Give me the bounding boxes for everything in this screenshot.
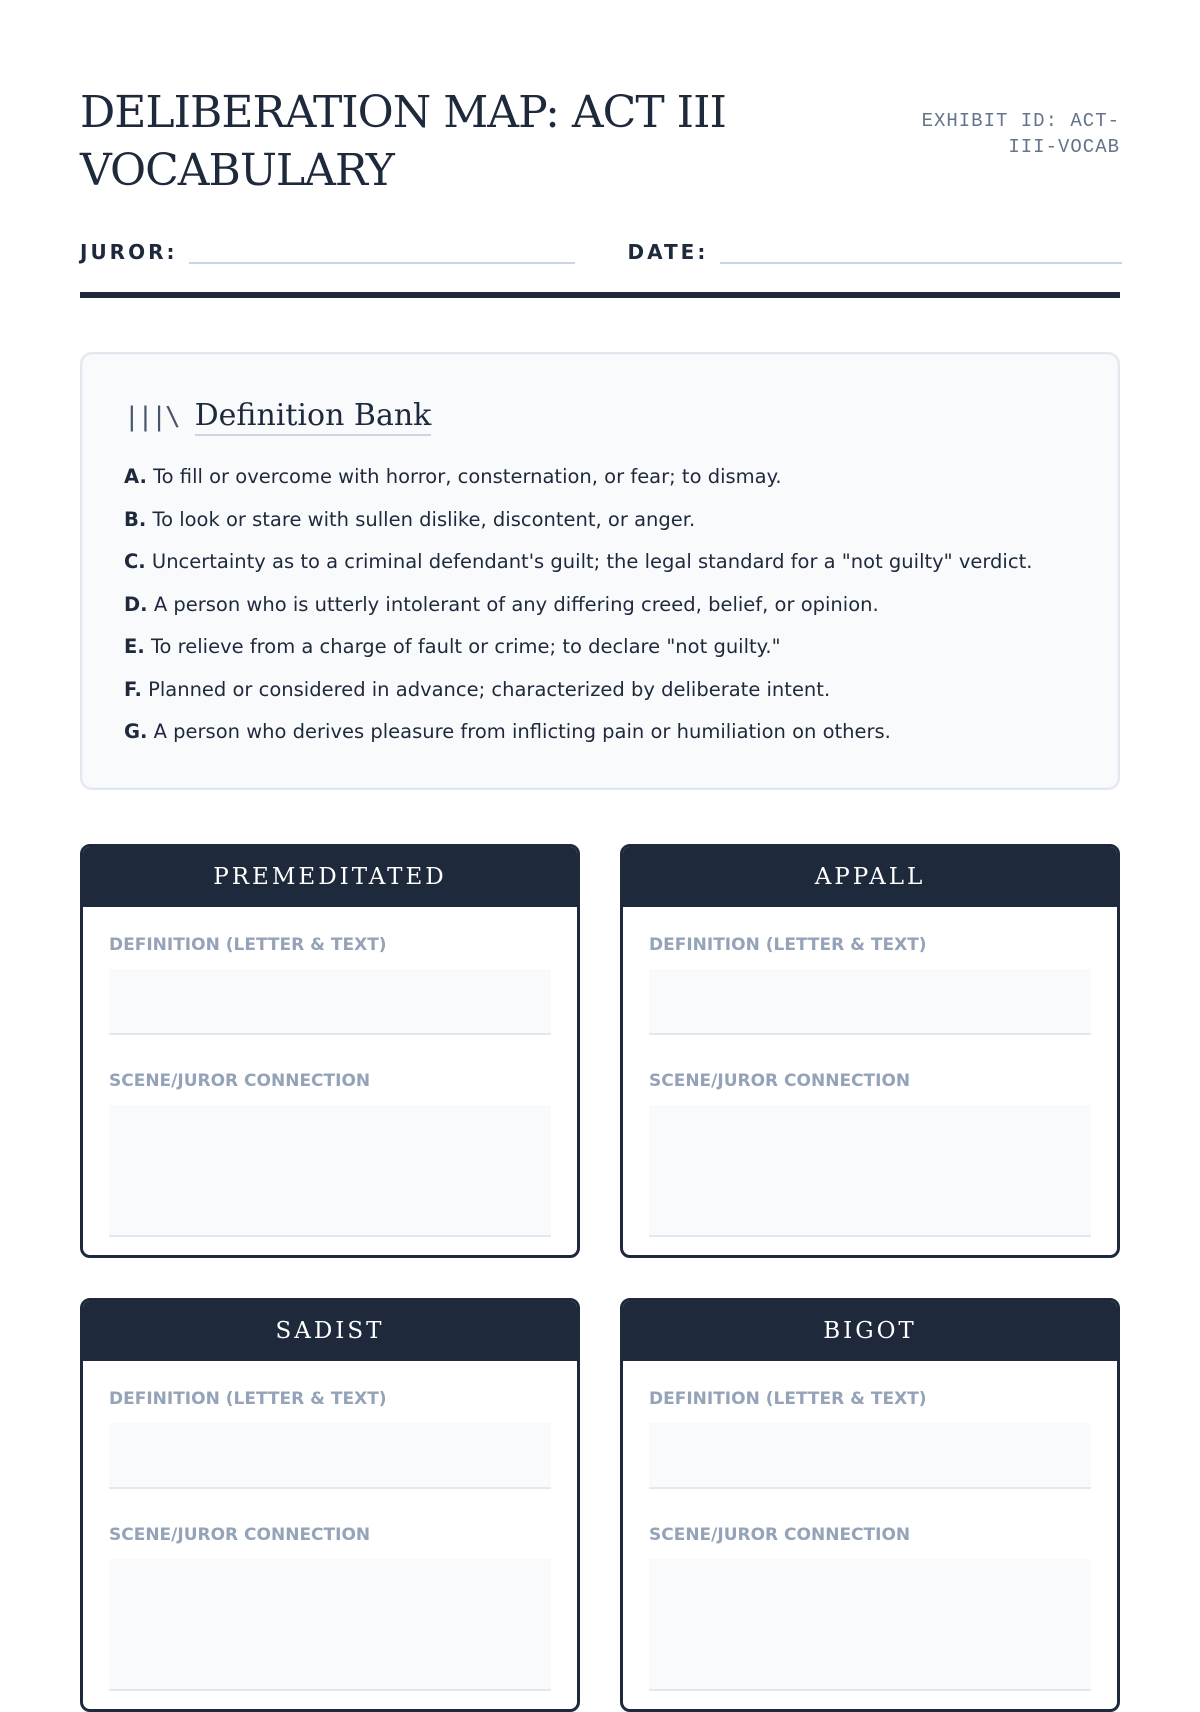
definition-label: DEFINITION (LETTER & TEXT) [109,1389,387,1409]
definition-item [124,584,1078,627]
worksheet-page [80,0,1120,1712]
connection-label: SCENE/JUROR CONNECTION [649,1525,911,1545]
definition-answer-box[interactable] [109,969,551,1035]
connection-label: SCENE/JUROR CONNECTION [109,1071,371,1091]
vocabulary-cards [80,844,1120,1712]
vocab-word: SADIST [83,1301,577,1361]
books-icon: |||\ [124,402,179,432]
definition-text: A person who is utterly intolerant of any differing creed, belief, or opinion. [153,592,879,616]
vocab-card-bigot [620,1298,1120,1712]
vocab-card-appall [620,844,1120,1258]
card-body [83,1361,577,1712]
definition-text: Planned or considered in advance; characterized by deliberate intent. [148,677,831,701]
definition-label: DEFINITION (LETTER & TEXT) [649,1389,927,1409]
card-body [623,1361,1117,1712]
juror-field [80,238,575,264]
vocab-word: APPALL [623,847,1117,907]
definition-letter: A. [124,465,147,488]
date-field [627,238,1122,264]
definition-answer-box[interactable] [649,969,1091,1035]
definition-text: To relieve from a charge of fault or crime; to declare "not guilty." [150,635,781,658]
definition-item [124,669,1078,712]
vocab-word: PREMEDITATED [83,847,577,907]
definition-bank-title: Definition Bank [195,398,432,436]
definition-letter: G. [124,720,148,743]
definition-letter: F. [124,677,142,701]
definition-item [124,711,1078,754]
card-body [83,907,577,1258]
definition-label: DEFINITION (LETTER & TEXT) [109,935,387,955]
connection-label: SCENE/JUROR CONNECTION [649,1071,911,1091]
vocab-word: BIGOT [623,1301,1117,1361]
connection-answer-box[interactable] [649,1559,1091,1691]
definition-item [124,456,1078,499]
definition-text: Uncertainty as to a criminal defendant's guilt; the legal standard for a "not guilty" verdict. [151,550,1033,573]
connection-answer-box[interactable] [649,1105,1091,1237]
vocab-card-premeditated [80,844,580,1258]
header [80,84,1120,200]
definition-text: To look or stare with sullen dislike, discontent, or anger. [152,507,696,531]
definition-answer-box[interactable] [649,1423,1091,1489]
definition-item [124,541,1078,584]
exhibit-id: EXHIBIT ID: ACT-III-VOCAB [921,110,1120,158]
definition-letter: E. [124,635,145,658]
page-title: DELIBERATION MAP: ACT III VOCABULARY [80,87,726,196]
definition-letter: D. [124,592,148,616]
header-divider [80,292,1120,298]
definition-bank [80,352,1120,790]
definition-text: A person who derives pleasure from inflicting pain or humiliation on others. [153,720,891,743]
definition-bank-header [124,398,1078,436]
definition-label: DEFINITION (LETTER & TEXT) [649,935,927,955]
definition-answer-box[interactable] [109,1423,551,1489]
juror-label: JUROR: [80,240,178,264]
definition-letter: C. [124,550,146,573]
connection-answer-box[interactable] [109,1105,551,1237]
vocab-card-sadist [80,1298,580,1712]
definition-item [124,626,1078,669]
definition-list [124,456,1078,754]
card-body [623,907,1117,1258]
date-label: DATE: [627,240,709,264]
definition-item [124,499,1078,542]
definition-text: To fill or overcome with horror, consternation, or fear; to dismay. [153,465,782,488]
info-fields [80,238,1120,264]
connection-answer-box[interactable] [109,1559,551,1691]
date-input-line[interactable] [720,238,1122,264]
connection-label: SCENE/JUROR CONNECTION [109,1525,371,1545]
definition-letter: B. [124,507,147,531]
juror-input-line[interactable] [189,238,575,264]
